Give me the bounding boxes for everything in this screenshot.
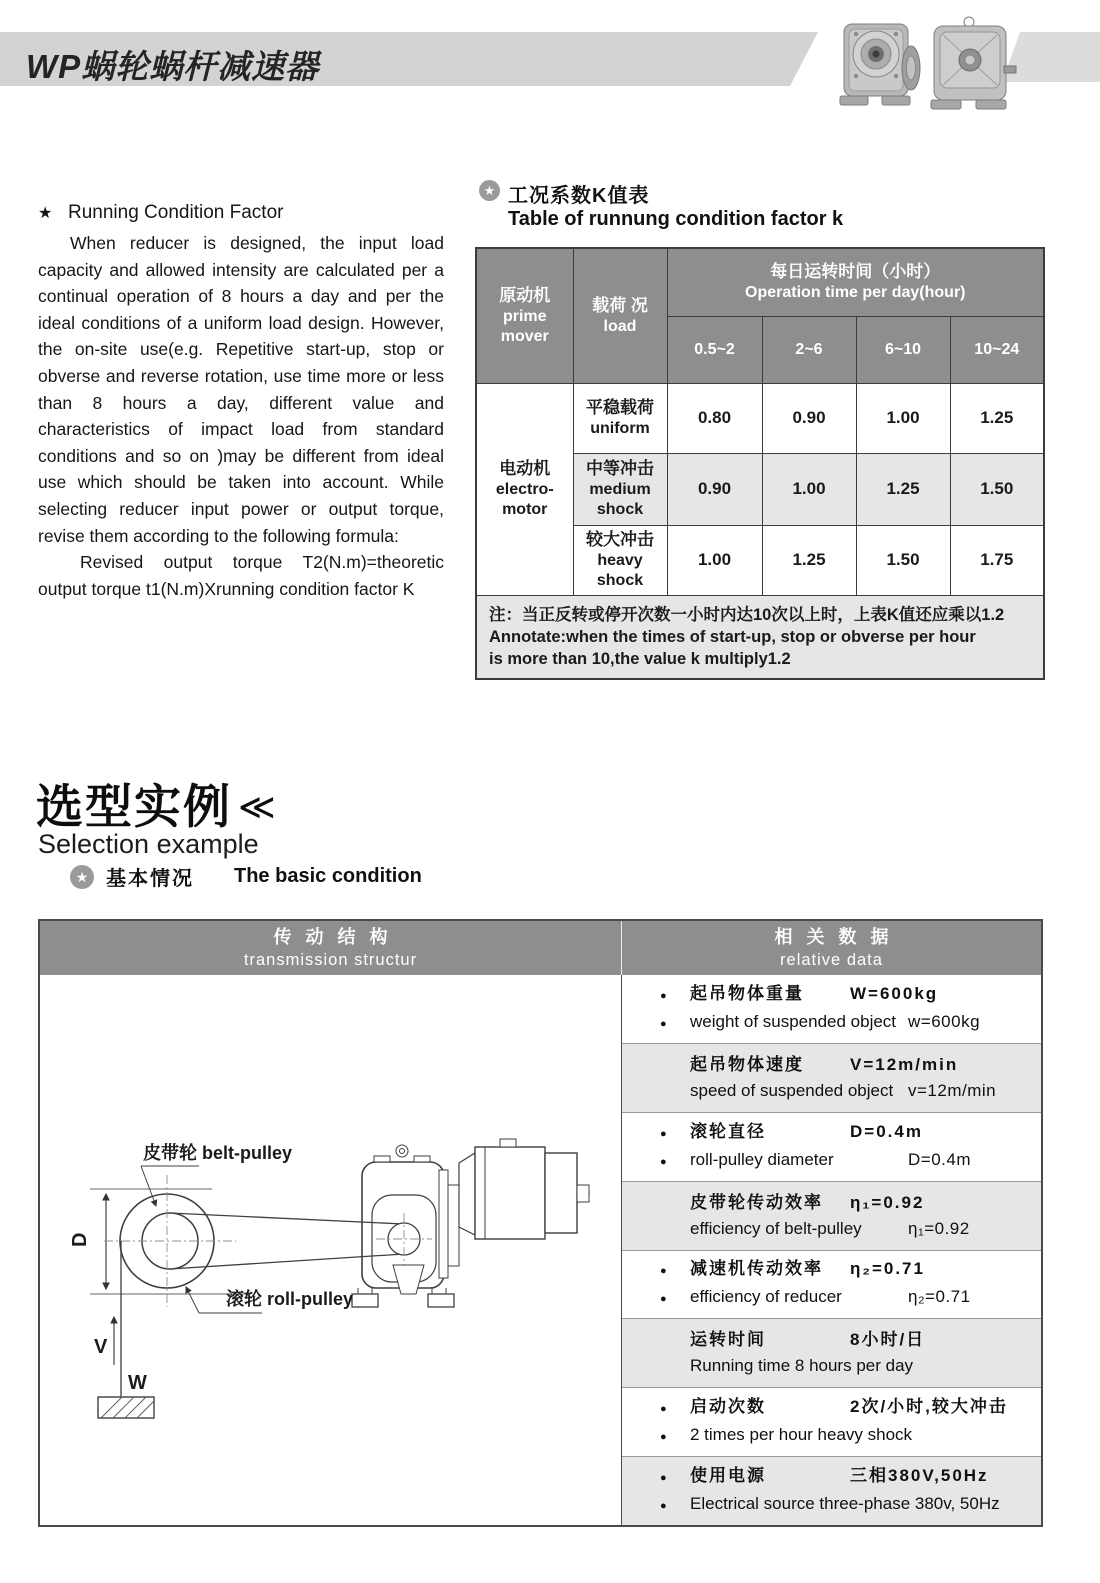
reducer-photo-left <box>840 24 920 105</box>
row-line <box>660 1463 1041 1491</box>
mover-line: electro- <box>495 481 554 498</box>
eyebolt-icon <box>396 1145 408 1157</box>
row-line <box>660 1190 1041 1216</box>
mover-line: motor <box>502 501 548 518</box>
star-circle-icon: ★ <box>479 180 500 201</box>
k-col-3: 10~24 <box>950 316 1044 383</box>
row-value: 三相380V,50Hz <box>850 1466 989 1486</box>
k-prime-mover-cell <box>476 383 573 595</box>
transmission-diagram <box>40 975 621 1525</box>
motor-terminal-box <box>500 1139 516 1147</box>
row-label: speed of suspended object <box>690 1080 894 1100</box>
roll-pulley-label: 滚轮 roll-pulley <box>226 1289 354 1309</box>
oil-plug <box>374 1156 390 1162</box>
k-table-row <box>476 383 1044 453</box>
note-line: is more than 10,the value k multiply1.2 <box>489 649 791 668</box>
load-label-en: uniform <box>590 420 650 437</box>
k-col-1: 2~6 <box>762 316 856 383</box>
row-line <box>660 1353 1041 1379</box>
k-value-cell: 0.80 <box>667 383 762 453</box>
running-condition-paragraph: When reducer is designed, the input load capacity and allowed intensity are calculated per a continual operation of 8 hours a day and per the ideal conditions of a uniform load design. However, the on-site use(e.g. Repetitive start-up, stop or obverse and reverse rotation, use time more or less than 8 hours a day, different value and characteristics of impact load from standard conditions and so on )may be different from ideal use which should be taken into account. While selecting reducer input power or output torque, revise them according to the following formula: <box>38 233 444 546</box>
mover-line: 电动机 <box>499 459 551 478</box>
velocity-label: V <box>94 1336 108 1358</box>
k-load-cell <box>573 383 667 453</box>
reducer-photo-right <box>931 17 1016 109</box>
flange-spacer <box>448 1185 459 1266</box>
k-header-prime-mover: 原动机 prime mover <box>476 248 573 383</box>
roll-pulley-leader <box>186 1287 199 1313</box>
table-row <box>622 975 1041 1044</box>
k-factor-table <box>475 247 1045 680</box>
row-line <box>660 981 1041 1009</box>
k-value-cell: 1.50 <box>950 453 1044 525</box>
row-line <box>660 1052 1041 1078</box>
bullet-icon: ● <box>660 1472 667 1485</box>
row-line <box>660 1284 1041 1312</box>
bullet-icon: ● <box>660 1017 667 1030</box>
table-row <box>622 1388 1041 1457</box>
k-table-title-en: Table of runnung condition factor k <box>508 208 844 230</box>
row-label: roll-pulley diameter <box>690 1149 834 1169</box>
note-line: Annotate:when the times of start-up, stop or obverse per hour <box>489 627 976 646</box>
row-label: efficiency of belt-pulley <box>690 1218 862 1238</box>
motor-end-cap <box>545 1153 577 1233</box>
running-condition-section <box>38 202 444 602</box>
k-value-cell: 1.00 <box>856 383 950 453</box>
row-value: w=600kg <box>908 1011 981 1031</box>
load-label-en: medium shock <box>589 481 651 518</box>
basic-table-body <box>40 975 1041 1525</box>
row-label: 起吊物体速度 <box>690 1054 804 1074</box>
row-value: W=600kg <box>850 983 939 1003</box>
relative-data-header: 相关数据 relative data <box>774 927 903 969</box>
row-label: 运转时间 <box>690 1330 766 1350</box>
flange-plate <box>439 1170 448 1278</box>
row-label: Running time 8 hours per day <box>690 1356 914 1376</box>
row-value: η₁=0.92 <box>908 1218 970 1238</box>
load-label-cn: 较大冲击 <box>586 530 654 549</box>
transmission-structure-header: 传动结构 transmission structur <box>40 921 622 975</box>
product-photos <box>838 8 1018 112</box>
bullet-icon: ● <box>660 1500 667 1513</box>
reducer-foot <box>428 1294 454 1307</box>
table-row <box>622 1251 1041 1320</box>
table-row <box>622 1182 1041 1251</box>
page-title: WP蜗轮蜗杆减速器 <box>26 48 320 85</box>
row-value: η₁=0.92 <box>850 1192 925 1212</box>
row-label: 减速机传动效率 <box>690 1259 823 1279</box>
row-line <box>660 1394 1041 1422</box>
row-label: efficiency of reducer <box>690 1287 842 1307</box>
row-line <box>660 1327 1041 1353</box>
row-label: Electrical source three-phase 380v, 50Hz <box>690 1494 1000 1514</box>
k-note-row <box>476 595 1044 679</box>
star-circle-icon: ★ <box>70 865 94 889</box>
bullet-icon: ● <box>660 1155 667 1168</box>
basic-condition-table <box>38 919 1043 1527</box>
selection-example-heading: 选型实例 ≪ <box>36 780 278 833</box>
table-row <box>622 1457 1041 1525</box>
row-value: η₂=0.71 <box>850 1259 925 1279</box>
transmission-diagram-cell <box>40 975 622 1525</box>
running-condition-title-text: Running Condition Factor <box>68 202 284 223</box>
running-condition-title <box>38 202 444 224</box>
table-row <box>622 1044 1041 1113</box>
bullet-icon: ● <box>660 1265 667 1278</box>
k-col-2: 6~10 <box>856 316 950 383</box>
row-line <box>660 1422 1041 1450</box>
star-icon: ★ <box>38 205 53 222</box>
relative-data-rows <box>622 975 1041 1525</box>
row-label: weight of suspended object <box>690 1011 897 1031</box>
bullet-icon: ● <box>660 1403 667 1416</box>
k-table-header-row <box>476 248 1044 316</box>
row-label: 起吊物体重量 <box>690 983 804 1003</box>
row-label: 使用电源 <box>690 1466 766 1486</box>
row-line <box>660 1147 1041 1175</box>
k-value-cell: 1.25 <box>762 525 856 595</box>
double-angle-mark: ≪ <box>238 786 278 827</box>
row-value: v=12m/min <box>908 1080 997 1100</box>
k-header-operation-time: 每日运转时间（小时） Operation time per day(hour) <box>667 248 1044 316</box>
dimension-label: D <box>69 1232 91 1247</box>
k-load-cell <box>573 453 667 525</box>
motor-bell <box>459 1153 475 1235</box>
row-value: D=0.4m <box>908 1149 971 1169</box>
row-line <box>660 1491 1041 1519</box>
row-label: 2 times per hour heavy shock <box>690 1425 913 1445</box>
motor-shaft <box>577 1185 589 1202</box>
bullet-icon: ● <box>660 1431 667 1444</box>
k-table-title-cn: 工况系数K值表 <box>508 185 650 207</box>
belt-pulley-label: 皮带轮 belt-pulley <box>143 1143 293 1163</box>
k-load-cell <box>573 525 667 595</box>
k-value-cell: 1.50 <box>856 525 950 595</box>
bullet-icon: ● <box>660 1293 667 1306</box>
basic-table-header <box>40 921 1041 975</box>
bullet-icon: ● <box>660 989 667 1002</box>
basic-condition-heading: ★ 基本情况 The basic condition <box>70 862 422 891</box>
row-line <box>660 1216 1041 1242</box>
k-note-cell <box>476 595 1044 679</box>
weight-label: W <box>128 1372 147 1394</box>
bullet-icon: ● <box>660 1127 667 1140</box>
load-label-en: heavy shock <box>596 552 644 589</box>
note-line: 注：当正反转或停开次数一小时内达10次以上时，上表K值还应乘以1.2 <box>489 605 1005 624</box>
row-label: 启动次数 <box>690 1397 766 1417</box>
row-line <box>660 1119 1041 1147</box>
k-value-cell: 1.25 <box>856 453 950 525</box>
load-label-cn: 平稳载荷 <box>586 398 654 417</box>
oil-plug <box>414 1156 430 1162</box>
table-row <box>622 1319 1041 1388</box>
row-value: 2次/小时,较大冲击 <box>850 1397 1008 1417</box>
row-value: 8小时/日 <box>850 1330 926 1350</box>
selection-example-subheading: Selection example <box>38 829 259 859</box>
k-value-cell: 1.75 <box>950 525 1044 595</box>
row-value: η₂=0.71 <box>908 1287 971 1307</box>
row-line <box>660 1078 1041 1104</box>
k-col-0: 0.5~2 <box>667 316 762 383</box>
suspended-weight <box>98 1397 154 1418</box>
k-value-cell: 0.90 <box>667 453 762 525</box>
reducer-foot <box>352 1294 378 1307</box>
row-line <box>660 1009 1041 1037</box>
row-label: 滚轮直径 <box>690 1121 766 1141</box>
row-value: V=12m/min <box>850 1054 959 1074</box>
row-value: D=0.4m <box>850 1121 923 1141</box>
housing-spout <box>393 1265 424 1294</box>
table-row <box>622 1113 1041 1182</box>
row-label: 皮带轮传动效率 <box>690 1192 823 1212</box>
k-value-cell: 1.00 <box>762 453 856 525</box>
running-condition-formula: Revised output torque T2(N.m)=theoretic output torque t1(N.m)Xrunning condition factor K <box>38 552 444 599</box>
k-value-cell: 1.25 <box>950 383 1044 453</box>
k-value-cell: 0.90 <box>762 383 856 453</box>
k-value-cell: 1.00 <box>667 525 762 595</box>
load-label-cn: 中等冲击 <box>586 459 654 478</box>
row-line <box>660 1256 1041 1284</box>
k-header-load: 载荷 况 load <box>573 248 667 383</box>
